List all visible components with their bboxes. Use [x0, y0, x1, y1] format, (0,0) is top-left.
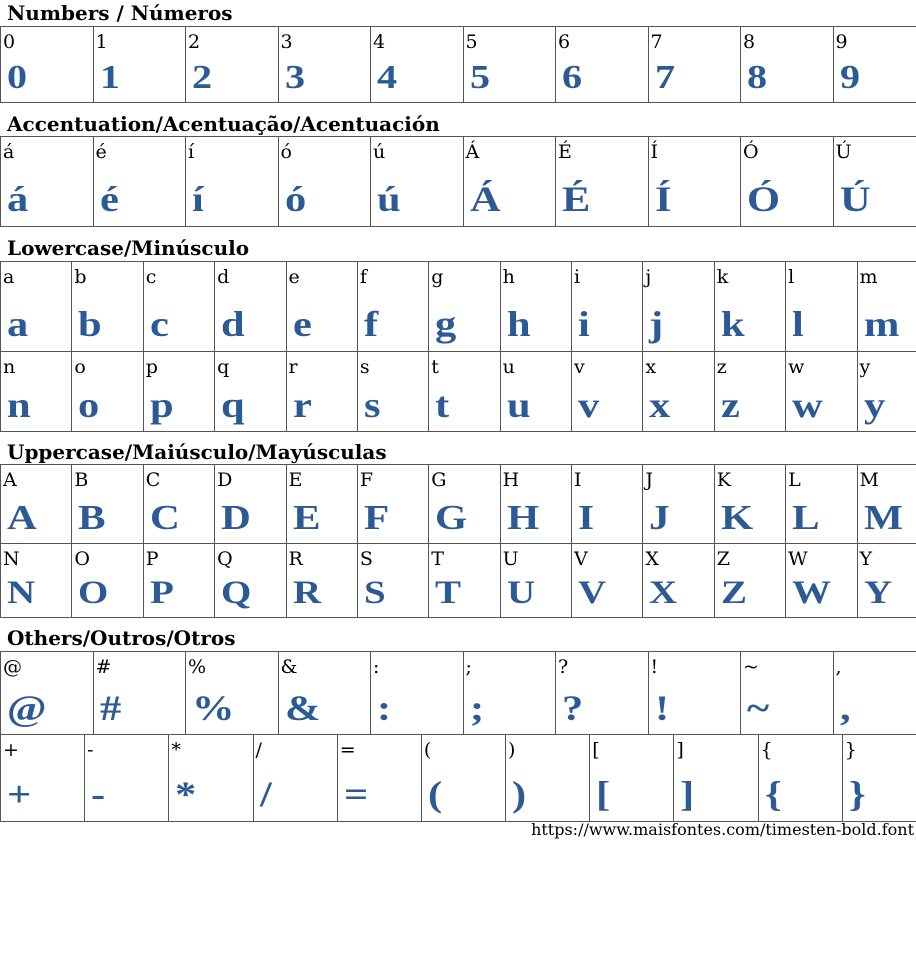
glyph-label: á	[3, 141, 15, 163]
glyph-sample: p	[149, 385, 174, 425]
glyph-sample: Í	[654, 179, 672, 219]
glyph-label: L	[788, 469, 801, 491]
glyph-row	[1, 352, 916, 432]
glyph-cell	[643, 262, 714, 352]
glyph-label: P	[145, 548, 159, 570]
glyph-label: o	[74, 356, 86, 378]
glyph-cell	[857, 262, 916, 352]
glyph-cell	[643, 544, 714, 618]
glyph-label: t	[431, 356, 439, 378]
glyph-cell	[556, 27, 649, 103]
glyph-sample: (	[427, 774, 443, 814]
glyph-sample: I	[578, 498, 595, 537]
glyph-label: ?	[558, 656, 569, 678]
glyph-sample: O	[78, 575, 109, 611]
glyph-sample: h	[506, 304, 531, 344]
glyph-sample: ~	[747, 688, 770, 728]
glyph-sample: 3	[284, 59, 305, 96]
glyph-cell	[857, 465, 916, 544]
glyph-cell	[556, 652, 649, 735]
glyph-sample: d	[221, 304, 245, 344]
glyph-sample: T	[435, 575, 462, 611]
glyph-label: ]	[676, 739, 684, 761]
glyph-cell	[169, 735, 253, 822]
glyph-label: ,	[835, 656, 842, 678]
glyph-label: [	[592, 739, 600, 761]
glyph-sample: ;	[469, 688, 484, 728]
glyph-cell	[429, 352, 500, 432]
glyph-cell	[758, 735, 842, 822]
glyph-label: A	[3, 469, 17, 491]
glyph-cell	[357, 352, 428, 432]
glyph-cell	[842, 735, 916, 822]
glyph-sample: *	[175, 774, 197, 814]
glyph-sample: ?	[562, 688, 584, 728]
glyph-cell	[556, 137, 649, 227]
glyph-label: ó	[280, 141, 292, 163]
glyph-sample: k	[720, 304, 745, 344]
glyph-label: Q	[217, 548, 233, 570]
glyph-label: n	[3, 356, 16, 378]
glyph-label: q	[217, 356, 230, 378]
glyph-sample: K	[720, 498, 753, 537]
glyph-sample: )	[512, 774, 527, 814]
glyph-label: M	[859, 469, 879, 491]
glyph-sample: b	[78, 304, 103, 344]
glyph-cell	[857, 352, 916, 432]
glyph-cell	[1, 137, 94, 227]
glyph-cell	[143, 465, 214, 544]
section-title-lowercase: Lowercase/Minúsculo	[7, 236, 250, 260]
glyph-label: 0	[3, 31, 16, 53]
glyph-cell	[1, 465, 72, 544]
glyph-sample: 9	[839, 59, 860, 96]
glyph-sample: Ó	[747, 179, 781, 219]
glyph-label: 2	[188, 31, 201, 53]
glyph-label: =	[339, 739, 356, 761]
glyph-sample: 5	[469, 59, 490, 96]
glyph-row	[1, 465, 916, 544]
glyph-cell	[429, 262, 500, 352]
glyph-label: !	[650, 656, 659, 678]
glyph-label: s	[359, 356, 370, 378]
glyph-sample: S	[363, 575, 386, 611]
glyph-cell	[506, 735, 590, 822]
glyph-cell	[186, 27, 279, 103]
glyph-cell	[143, 262, 214, 352]
glyph-cell	[857, 544, 916, 618]
glyph-label: S	[359, 548, 373, 570]
glyph-sample: #	[99, 688, 121, 728]
glyph-label: a	[3, 266, 15, 288]
glyph-cell	[741, 137, 834, 227]
glyph-sample: B	[78, 498, 106, 537]
glyph-sample: m	[863, 304, 899, 344]
glyph-cell	[337, 735, 421, 822]
glyph-sample: !	[654, 688, 669, 728]
glyph-label: v	[574, 356, 585, 378]
glyph-cell	[786, 465, 857, 544]
glyph-cell	[590, 735, 674, 822]
glyph-sample: w	[792, 385, 823, 425]
glyph-sample: g	[435, 304, 457, 344]
glyph-label: }	[844, 739, 857, 761]
glyph-cell	[463, 137, 556, 227]
glyph-label: ~	[743, 656, 759, 678]
glyph-label: l	[788, 266, 795, 288]
glyph-cell	[572, 465, 643, 544]
glyph-cell	[72, 465, 143, 544]
glyph-label: *	[171, 739, 181, 761]
glyph-cell	[833, 137, 916, 227]
glyph-sample: /	[259, 774, 272, 814]
glyph-label: x	[645, 356, 657, 378]
glyph-sample: á	[7, 179, 29, 219]
glyph-sample: A	[7, 498, 37, 537]
glyph-label: Ú	[835, 141, 852, 163]
glyph-cell	[572, 352, 643, 432]
glyph-sample: G	[435, 498, 468, 537]
glyph-cell	[186, 652, 279, 735]
glyph-sample: L	[792, 498, 820, 537]
glyph-label: B	[74, 469, 89, 491]
glyph-sample: Y	[863, 575, 892, 611]
glyph-sample: {	[764, 774, 782, 814]
glyph-label: D	[217, 469, 233, 491]
glyph-cell	[278, 652, 371, 735]
glyph-sample: f	[363, 304, 379, 344]
glyph-label: C	[145, 469, 161, 491]
glyph-label: é	[95, 141, 107, 163]
glyph-sample: í	[192, 179, 204, 219]
section-title-others: Others/Outros/Otros	[7, 626, 236, 650]
glyph-label: O	[74, 548, 90, 570]
glyph-cell	[357, 465, 428, 544]
glyph-sample: 4	[377, 59, 398, 96]
glyph-label: z	[716, 356, 727, 378]
glyph-cell	[371, 652, 464, 735]
glyph-sample: a	[7, 304, 29, 344]
glyph-sample: q	[221, 385, 245, 425]
glyph-cell	[1, 652, 94, 735]
glyph-cell	[648, 137, 741, 227]
glyph-cell	[215, 352, 286, 432]
glyph-sample: Á	[469, 179, 501, 219]
glyph-label: X	[645, 548, 659, 570]
glyph-label: j	[645, 266, 652, 288]
glyph-cell	[786, 544, 857, 618]
glyph-sample: j	[649, 304, 664, 344]
glyph-sample: N	[7, 575, 36, 611]
glyph-sample: @	[7, 688, 47, 728]
glyph-cell	[72, 544, 143, 618]
glyph-label: ú	[373, 141, 386, 163]
glyph-cell	[572, 262, 643, 352]
others-grid-symbols	[0, 651, 916, 735]
glyph-cell	[429, 465, 500, 544]
glyph-cell	[1, 544, 72, 618]
glyph-cell	[741, 652, 834, 735]
glyph-label: 4	[373, 31, 386, 53]
accentuation-grid	[0, 136, 916, 227]
glyph-label: %	[188, 656, 207, 678]
glyph-label: W	[788, 548, 808, 570]
glyph-sample: X	[649, 575, 678, 611]
glyph-sample: ó	[284, 179, 306, 219]
glyph-label: H	[502, 469, 520, 491]
glyph-cell	[286, 352, 357, 432]
glyph-label: r	[288, 356, 298, 378]
glyph-label: J	[645, 469, 653, 491]
numbers-grid	[0, 26, 916, 103]
glyph-sample: v	[578, 385, 600, 425]
glyph-cell	[357, 544, 428, 618]
glyph-sample: Ú	[839, 179, 871, 219]
glyph-cell	[72, 352, 143, 432]
glyph-sample: &	[284, 688, 320, 728]
glyph-label: h	[502, 266, 515, 288]
glyph-label: &	[280, 656, 298, 678]
lowercase-grid	[0, 261, 916, 432]
glyph-label: 6	[558, 31, 571, 53]
glyph-cell	[286, 465, 357, 544]
glyph-row	[1, 137, 916, 227]
glyph-label: (	[423, 739, 432, 761]
glyph-sample: [	[596, 774, 611, 814]
glyph-sample: P	[149, 575, 174, 611]
glyph-sample: W	[792, 575, 832, 611]
glyph-label: m	[859, 266, 878, 288]
glyph-cell	[357, 262, 428, 352]
glyph-cell	[93, 137, 186, 227]
glyph-cell	[215, 544, 286, 618]
glyph-cell	[648, 27, 741, 103]
glyph-cell	[500, 352, 571, 432]
glyph-sample: D	[221, 498, 251, 537]
glyph-cell	[1, 735, 85, 822]
glyph-sample: l	[792, 304, 804, 344]
glyph-sample: é	[99, 179, 119, 219]
glyph-label: V	[574, 548, 588, 570]
glyph-label: )	[508, 739, 516, 761]
glyph-sample: z	[720, 385, 740, 425]
glyph-label: Ó	[743, 141, 759, 163]
glyph-sample: É	[562, 179, 591, 219]
glyph-sample: E	[292, 498, 321, 537]
glyph-label: @	[3, 656, 22, 678]
glyph-cell	[143, 352, 214, 432]
glyph-sample: t	[435, 385, 450, 425]
glyph-sample: i	[578, 304, 590, 344]
section-title-accentuation: Accentuation/Acentuação/Acentuación	[7, 112, 440, 136]
glyph-sample: 6	[562, 59, 583, 96]
glyph-cell	[278, 27, 371, 103]
glyph-cell	[85, 735, 169, 822]
glyph-cell	[674, 735, 758, 822]
glyph-sample: e	[292, 304, 312, 344]
glyph-row	[1, 544, 916, 618]
glyph-label: É	[558, 141, 572, 163]
glyph-cell	[215, 262, 286, 352]
glyph-label: -	[87, 739, 94, 761]
glyph-label: #	[95, 656, 112, 678]
glyph-sample: R	[292, 575, 321, 611]
glyph-cell	[1, 262, 72, 352]
glyph-sample: 1	[99, 59, 120, 96]
glyph-label: y	[859, 356, 871, 378]
glyph-cell	[643, 352, 714, 432]
glyph-label: I	[574, 469, 582, 491]
glyph-sample: u	[506, 385, 531, 425]
glyph-row	[1, 652, 916, 735]
glyph-sample: F	[363, 498, 390, 537]
glyph-label: :	[373, 656, 380, 678]
glyph-label: w	[788, 356, 805, 378]
glyph-sample: 0	[7, 59, 28, 96]
glyph-cell	[463, 27, 556, 103]
glyph-cell	[429, 544, 500, 618]
glyph-label: 5	[465, 31, 478, 53]
glyph-sample: 2	[192, 59, 213, 96]
glyph-sample: o	[78, 385, 100, 425]
glyph-cell	[143, 544, 214, 618]
glyph-cell	[786, 352, 857, 432]
glyph-label: 7	[650, 31, 663, 53]
glyph-row	[1, 735, 916, 822]
glyph-label: Y	[859, 548, 873, 570]
glyph-cell	[186, 137, 279, 227]
glyph-sample: Q	[221, 575, 252, 611]
glyph-cell	[648, 652, 741, 735]
glyph-label: g	[431, 266, 444, 288]
glyph-sample: %	[192, 688, 235, 728]
glyph-cell	[278, 137, 371, 227]
glyph-sample: c	[149, 304, 169, 344]
glyph-cell	[463, 652, 556, 735]
glyph-sample: J	[649, 498, 671, 537]
glyph-label: T	[431, 548, 444, 570]
glyph-sample: n	[7, 385, 31, 425]
glyph-cell	[371, 27, 464, 103]
glyph-cell	[714, 262, 785, 352]
glyph-label: 1	[95, 31, 108, 53]
glyph-sample: -	[91, 774, 106, 814]
glyph-row	[1, 262, 916, 352]
section-title-numbers: Numbers / Números	[7, 1, 233, 25]
glyph-label: 3	[280, 31, 293, 53]
glyph-cell	[253, 735, 337, 822]
glyph-label: E	[288, 469, 303, 491]
glyph-label: Á	[465, 141, 480, 163]
glyph-cell	[500, 465, 571, 544]
glyph-cell	[421, 735, 505, 822]
glyph-label: Í	[650, 141, 659, 163]
glyph-label: +	[3, 739, 19, 761]
glyph-label: d	[217, 266, 230, 288]
glyph-cell	[833, 27, 916, 103]
glyph-label: 9	[835, 31, 848, 53]
glyph-cell	[93, 27, 186, 103]
glyph-cell	[741, 27, 834, 103]
glyph-sample: 7	[654, 59, 675, 96]
glyph-cell	[833, 652, 916, 735]
glyph-label: c	[145, 266, 157, 288]
glyph-cell	[714, 352, 785, 432]
glyph-cell	[93, 652, 186, 735]
glyph-label: F	[359, 469, 374, 491]
glyph-sample: :	[377, 688, 392, 728]
glyph-cell	[1, 27, 94, 103]
glyph-cell	[286, 262, 357, 352]
glyph-sample: =	[343, 774, 368, 814]
glyph-label: G	[431, 469, 447, 491]
glyph-label: u	[502, 356, 515, 378]
glyph-cell	[1, 352, 72, 432]
glyph-cell	[215, 465, 286, 544]
glyph-row	[1, 27, 916, 103]
glyph-label: 8	[743, 31, 756, 53]
glyph-sample: +	[7, 774, 32, 814]
glyph-label: e	[288, 266, 300, 288]
glyph-cell	[72, 262, 143, 352]
source-url[interactable]: https://www.maisfontes.com/timesten-bold.font	[531, 820, 914, 839]
others-grid-brackets	[0, 734, 916, 822]
glyph-label: K	[716, 469, 731, 491]
glyph-cell	[572, 544, 643, 618]
glyph-sample: ú	[377, 179, 401, 219]
glyph-label: N	[3, 548, 20, 570]
glyph-cell	[643, 465, 714, 544]
glyph-label: U	[502, 548, 519, 570]
glyph-sample: ]	[680, 774, 695, 814]
glyph-label: í	[188, 141, 195, 163]
glyph-label: {	[760, 739, 773, 761]
glyph-label: /	[255, 739, 262, 761]
glyph-sample: Z	[720, 575, 747, 611]
glyph-sample: }	[848, 774, 866, 814]
glyph-label: p	[145, 356, 158, 378]
glyph-sample: s	[363, 385, 381, 425]
glyph-cell	[714, 465, 785, 544]
section-title-uppercase: Uppercase/Maiúsculo/Mayúsculas	[7, 440, 387, 464]
glyph-label: k	[716, 266, 729, 288]
glyph-label: i	[574, 266, 581, 288]
glyph-cell	[371, 137, 464, 227]
glyph-sample: y	[863, 385, 885, 425]
glyph-sample: r	[292, 385, 312, 425]
glyph-label: f	[359, 266, 367, 288]
glyph-label: b	[74, 266, 87, 288]
glyph-cell	[500, 544, 571, 618]
glyph-sample: V	[578, 575, 607, 611]
glyph-sample: M	[863, 498, 903, 537]
glyph-sample: x	[649, 385, 671, 425]
glyph-sample: H	[506, 498, 539, 537]
glyph-sample: U	[506, 575, 535, 611]
glyph-cell	[714, 544, 785, 618]
glyph-cell	[500, 262, 571, 352]
glyph-cell	[286, 544, 357, 618]
glyph-label: R	[288, 548, 303, 570]
glyph-sample: 8	[747, 59, 768, 96]
glyph-label: ;	[465, 656, 472, 678]
uppercase-grid	[0, 464, 916, 618]
glyph-sample: ,	[839, 688, 851, 728]
glyph-cell	[786, 262, 857, 352]
glyph-label: Z	[716, 548, 730, 570]
glyph-sample: C	[149, 498, 180, 537]
